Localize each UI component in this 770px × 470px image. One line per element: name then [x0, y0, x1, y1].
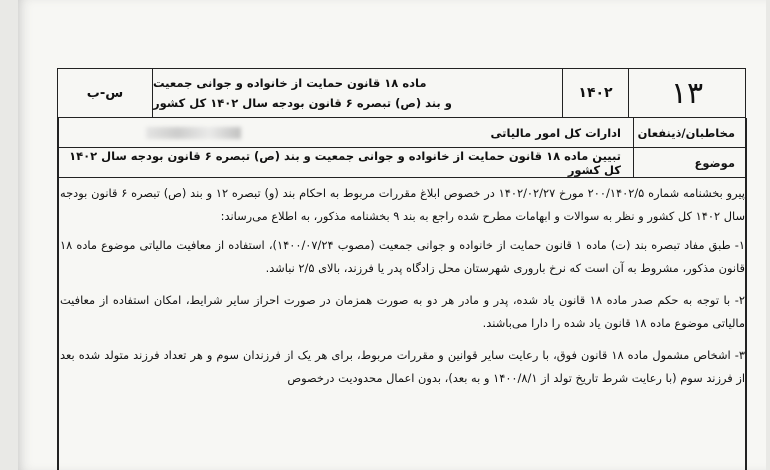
info-table	[57, 118, 746, 178]
document-year: ۱۴۰۲	[563, 69, 629, 117]
title-line-2: و بند (ص) تبصره ۶ قانون بودجه سال ۱۴۰۲ کل کشور	[153, 96, 452, 110]
subject-value: تبیین ماده ۱۸ قانون حمایت از خانواده و جوانی جمعیت و بند (ص) تبصره ۶ قانون بودجه سال ۱۴۰۲ کل کشور	[69, 148, 621, 177]
paragraph-1: ۱- طبق مفاد تبصره بند (ت) ماده ۱ قانون حمایت از خانواده و جوانی جمعیت (مصوب ۱۴۰۰/۰۷/۲۴)، استفاده از معافیت مالیاتی موضوع ماده ۱۸ قانون مذکور، مشروط به آن است که نرخ باروری شهرستان محل زادگاه پدر یا فرزند، بالای ۲/۵ نباشد.	[60, 238, 746, 275]
header-table	[57, 68, 746, 118]
subject-row	[58, 147, 745, 177]
paragraph-3: ۳- اشخاص مشمول ماده ۱۸ قانون فوق، با رعایت سایر قوانین و مقررات مربوط، برای هر یک از فرزندان سوم و هر تعداد فرزند متولد شده بعد از فرزند سوم (با رعایت شرط تاریخ تولد از ۱۴۰۰/۸/۱ و به بعد)، بدون اعمال محدودیت درخصوص	[60, 348, 745, 385]
paragraph-2: ۲- با توجه به حکم صدر ماده ۱۸ قانون یاد شده، پدر و مادر هر دو به صورت همزمان در صورت احراز سایر شرایط، امکان استفاده از معافیت مالیاتی موضوع ماده ۱۸ قانون یاد شده را دارا می‌باشند.	[60, 293, 745, 330]
document-title	[153, 69, 563, 117]
audience-label: مخاطبان/ذینفعان	[633, 118, 745, 147]
document-number: ۱۳	[670, 75, 704, 111]
audience-row	[58, 118, 745, 147]
document-code: س-ب	[58, 69, 153, 117]
redaction-mark	[146, 127, 241, 139]
table-border-left	[57, 118, 59, 470]
table-border-right	[745, 118, 747, 470]
subject-label: موضوع	[633, 148, 745, 177]
intro-paragraph: پیرو بخشنامه شماره ۲۰۰/۱۴۰۲/۵ مورخ ۱۴۰۲/۰۲/۲۷ در خصوص ابلاغ مقررات مربوط به احکام بند (و) تبصره ۱۲ و بند (ص) تبصره ۶ قانون بودجه سال ۱۴۰۲ کل کشور و نظر به سوالات و ابهامات مطرح شده راجع به بند ۹ بخشنامه مذکور، به اطلاع می‌رساند:	[60, 186, 745, 223]
title-line-1: ماده ۱۸ قانون حمایت از خانواده و جوانی جمعیت	[153, 76, 427, 90]
document-body	[60, 182, 745, 399]
audience-value: ادارات کل امور مالیاتی	[490, 125, 621, 140]
